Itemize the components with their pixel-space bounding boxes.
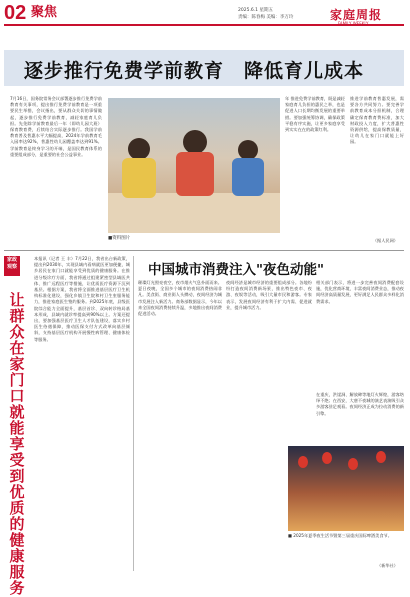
article2-photo bbox=[288, 446, 404, 531]
editorial-body: 本报讯（记者 王 丰）7月22日，我省出台新政策，提出到2030年，实现县域内看病就医更加便捷，城乡居民在家门口就能享受到优质的健康服务。在推进分级诊疗方面，我省将通过组建紧密型县域医共体、推广远程医疗等措施，让优质医疗资源下沉到基层。根据方案，我省将全面推进基层医疗卫生机构标准化建设，强化乡镇卫生院和村卫生室服务能力，推进家庭医生签约服务。到2025年底，县级医院综合能力全面提升，基层首诊、双向转诊格局基本形成，县域内就诊率提高到90%以上。方案还提出，要加强基层医疗卫生人才队伍建设，落实乡村医生待遇保障，推动医保支付方式改革向基层倾斜，支持基层医疗机构开展慢性病管理、健康体检等服务。 bbox=[34, 256, 130, 342]
article1-column-6: 推进学前教育普惠发展，需要各方共同努力。要完善学前教育成本分担机制，合理确定保育教育费标准，加大财政投入力度，扩大普惠性资源供给，提高保教质量，让幼儿在家门口就能上好园。 bbox=[350, 96, 404, 145]
photo-child-body bbox=[232, 158, 264, 196]
article2-column-2: 夜间经济是城市经济的重要组成部分。各地纷纷打造夜间消费新场景，推出特色夜市、夜游、夜娱等活动，吸引大量市民和游客。专家表示，发展夜间经济有利于扩大内需、促进就业，提升城市活力。 bbox=[226, 280, 312, 310]
photo-child-body bbox=[176, 152, 214, 196]
column-rule bbox=[133, 256, 134, 571]
photo-child-body bbox=[122, 158, 156, 198]
photo-child-head bbox=[238, 140, 258, 160]
article2-author: （新华社） bbox=[377, 563, 398, 568]
article1-headline: 逐步推行免费学前教育 降低育儿成本 bbox=[24, 60, 365, 82]
article1-column-5: 年 推进免费学前教育，既是减轻家庭育儿负担的惠民之举，也是促进人口长期均衡发展的重要举措。要加强统筹协调，确保政策平稳有序实施，让更多家庭享受到实实在在的政策红利。 bbox=[285, 96, 345, 133]
editorial-title: 让群众在家门口就能享受到优质的健康服务 bbox=[9, 291, 25, 597]
article2-column-1: 璀璨灯光照亮夜空，夜市烟火气息扑面而来。夏日夜晚，全国多个城市的夜间消费热闹非凡。美食街、商业街人头攒动，夜间经济为城市发展注入新活力。商务部数据显示，今年以来全国夜间消费持续升温，多地推出夜间消费促进活动。 bbox=[138, 280, 222, 317]
photo-child-head bbox=[183, 130, 207, 154]
photo-table bbox=[108, 193, 280, 233]
lantern bbox=[298, 456, 308, 468]
photo-child-head bbox=[128, 138, 150, 160]
brand-subtitle: FAMILY WEEKLY bbox=[338, 21, 369, 26]
editorial-tag: 家政 观察 bbox=[4, 256, 20, 276]
brand-title: 家庭周报 bbox=[330, 8, 383, 22]
article1-column-1: 7月16日，国务院常务会议部署逐步推行免费学前教育有关事项，提出推行免费学前教育是一项重要民生举措，会议指出，要从群众关切的事情做起，逐步推行免费学前教育，减轻家庭育儿负担。先免除学前教育最后一年（即幼儿园大班）保育教育费，后续结合实际逐步推行。我国学前教育普及普惠水平大幅提高，2024年学前教育毛入园率达92%，普惠性幼儿园覆盖率达到91%。学前教育是终身学习的开端，是国民教育体系的重要组成部分，是重要的社会公益事业。 bbox=[10, 96, 102, 157]
issue-date: 2025.6.1 星期五 bbox=[238, 8, 273, 13]
article1-photo-caption: ■资料图片 bbox=[108, 236, 131, 241]
page-number: 02 bbox=[4, 2, 27, 24]
section-divider bbox=[4, 250, 404, 251]
article2-column-4: 在重庆，洪崖洞、解放碑等地灯火辉煌，游客络绎不绝；在西安，大唐不夜城的演艺表演吸引众多游客驻足观看。夜间经济正成为拉动消费的新引擎。 bbox=[316, 392, 404, 416]
article2-headline: 中国城市消费注入"夜色动能" bbox=[148, 262, 325, 278]
lantern bbox=[376, 451, 386, 463]
article1-photo bbox=[108, 98, 280, 233]
article2-photo-caption: ■ 2025年夏季夜生活节暨第三届重庆国际啤酒美食节。 bbox=[288, 533, 392, 538]
editor-line: 责编：陈春梅 美编：李万玲 bbox=[238, 15, 294, 20]
section-title: 聚焦 bbox=[31, 5, 58, 20]
lantern bbox=[348, 458, 358, 470]
article2-column-3: 相关部门表示，将进一步完善夜间消费配套设施，优化营商环境，丰富夜间消费业态，推动夜间经济高质量发展，更好满足人民群众多样化消费需求。 bbox=[316, 280, 404, 304]
article1-author: （据人民网） bbox=[372, 238, 398, 243]
lantern bbox=[322, 452, 332, 464]
